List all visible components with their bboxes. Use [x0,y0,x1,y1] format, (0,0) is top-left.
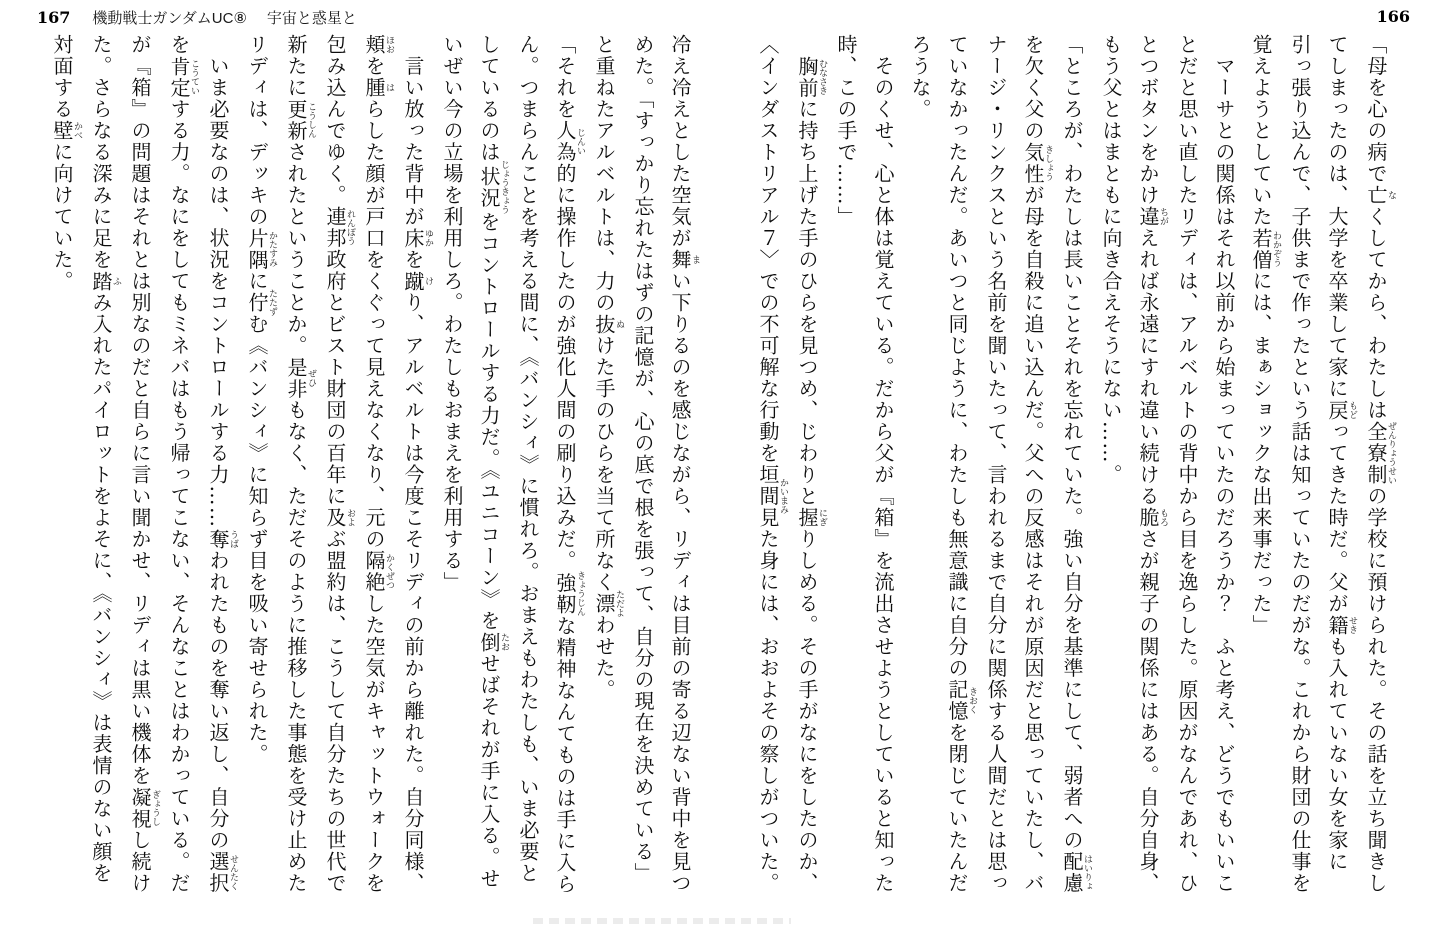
text-column: 「母を心の病で亡なくしてから、わたしは全寮制ぜんりょうせいの学校に預けられた。その話を立ち聞きし [1364,34,1396,894]
text-column: しているのは状況じょうきょうをコントロールする力だ。《ユニコーン》を倒たおせばそれが手に入る。せ [477,34,509,890]
text-column: いぜい今の立場を利用しろ。わたしもおまえを利用する」 [440,34,464,593]
text-column: を欠く父の気性きしょうが母を自殺に追い込んだ。父への反感はそれが原因だと思っていたし、バ [1021,34,1053,894]
text-column: もう父とはまともに向き合えそうにない……。 [1099,34,1123,486]
page-number-left: 167 [37,8,71,27]
text-column: 新たに更新こうしんされたということか。是非ぜひもなく、ただそのように推移した事態を受け止めた [284,34,316,894]
text-column: 〈インダストリアル７〉での不可解な行動を垣間見かいまみた身には、おおよその察しがついた。 [756,34,788,894]
text-column: 頬ほおを腫はらした顔が戸口をくぐって見えなくなり、元の隔絶かくぜつした空気がキャットウォークを [362,34,394,894]
text-column: マーサとの関係はそれ以前から始まっていたのだろうか？ ふと考え、どうでもいいこ [1212,34,1236,894]
text-column: た。さらなる深みに足を踏ふみ入れたパイロットをよそに、《バンシィ》は表情のない顔を [89,34,121,884]
text-column: 引っ張り込んで、子供まで作ったという話は知っていたのだがな。これから財団の仕事を [1288,34,1312,894]
text-column: ろうな。 [908,34,932,120]
text-column: とつボタンをかけ違ちがえれば永遠にすれ違い続ける脆もろさが親子の関係にはある。自分自身、 [1136,34,1168,894]
text-column: 冷え冷えとした空気が舞まい下りるのを感じながら、リディは目前の寄る辺ない背中を見つ [668,34,700,894]
text-column: が『箱』の問題はそれとは別なのだと自らに言い聞かせ、リディは黒い機体を凝視ぎょうしし続け [128,34,160,894]
text-column: 対面する壁かべに向けていた。 [50,34,82,292]
text-column: 時、この手で……」 [834,34,858,228]
book-series-title: 機動戦士ガンダムUC⑧ [92,10,247,27]
text-column: ていなかったんだ。あいつと同じように、わたしも無意識に自分の記憶きおくを閉じていたんだ [945,34,977,894]
text-column: そのくせ、心と体は覚えている。だから父が『箱』を流出させようとしていると知った [871,34,895,894]
text-column: を肯定こうていする力。なにをしてもミネバはもう帰ってこない、そんなことはわかっている。だ [167,34,199,894]
page-166-text-block [754,34,1396,916]
text-column: 言い放った背中が床ゆかを蹴けり、アルベルトは今度こそリディの前から離れた。自分同様、 [401,34,433,894]
text-column: いま必要なのは、状況をコントロールする力……奪うばわれたものを奪い返し、自分の選択せんたく [206,34,238,894]
text-column: と重ねたアルベルトは、力の抜ぬけた手のひらを当て所なく漂ただよわせた。 [592,34,624,701]
running-header-left [37,7,357,28]
text-column: ナージ・リンクスという名前を聞いたって、言われるまで自分に関係する人間だとは思っ [984,34,1008,894]
page-number-right: 166 [1376,7,1410,26]
text-column: リディは、デッキの片隅かたすみに佇たたずむ《バンシィ》に知らず目を吸い寄せられた。 [245,34,277,765]
book-volume-subtitle: 宇宙と惑星と [266,10,357,27]
text-column: 「ところが、わたしは長いことそれを忘れていた。強い自分を基準にして、弱者への配慮はいりょ [1060,34,1092,894]
running-header-right [1377,7,1410,26]
page-167-text-block [50,34,700,916]
text-column: とだと思い直したリディは、アルベルトの背中から目を逸らした。原因がなんであれ、ひ [1175,34,1199,894]
text-column: てしまったのは、大学を卒業して家に戻もどってきた時だ。父が籍せきも入れていない女を家に [1325,34,1357,873]
text-column: 「それを人為じんい的に操作したのが強化人間の刷り込みだ。強靭きょうじんな精神なんてものは手に入ら [553,34,585,895]
text-column: めた。「すっかり忘れたはずの記憶が、心の底で根を張って、自分の現在を決めている」 [631,34,655,884]
text-column: 胸前むなさきに持ち上げた手のひらを見つめ、じわりと握にぎりしめる。その手がなにをしたのか、 [795,55,827,894]
text-column: ん。つまらんことを考える間に、《バンシィ》に慣れろ。おまえもわたしも、いま必要と [516,34,540,884]
text-column: 覚えようとしていた若僧わかぞうには、まぁショックな出来事だった」 [1249,34,1281,636]
text-column: 包み込んでゆく。連邦れんぽう政府とビスト財団の百年に及およぶ盟約は、こうして自分たちの世代で [323,34,355,894]
scan-artifact-dashes [533,918,791,924]
